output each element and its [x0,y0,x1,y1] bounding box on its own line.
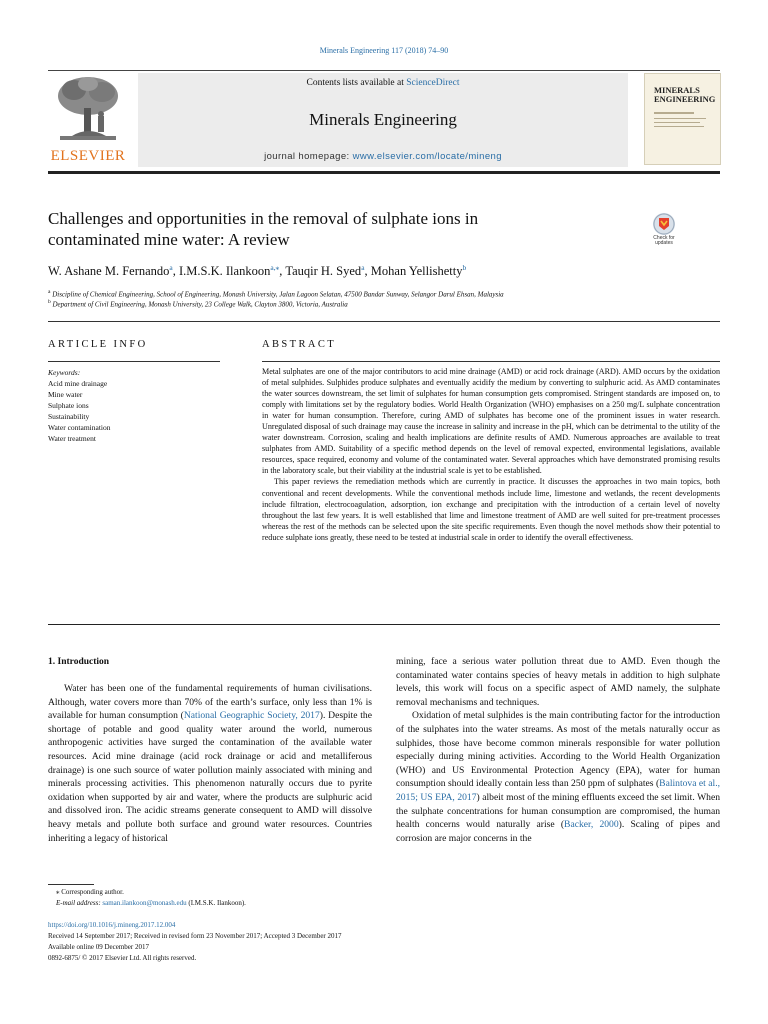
body-rule [48,624,720,625]
author-affil-sup[interactable]: a [361,263,365,272]
abstract-paragraph: This paper reviews the remediation methods which are currently in practice. It discusses the approaches in two main topics, both conventional and recent developments. While the conventional methods include lime, limestone and wetlands, the recent developments include filtration, electrocoagulation, adsorption, ion exchange and precipitation with the introduction of a certain level of novelty throughout the last few years. It is well established that lime and limestone treatment of AMD are well suited for pre-treatment processes whereas the rest of the methods can be selected upon the site specific requirements. Even though the novel methods show their potential to reduce sulphate ions greatly, these need to be tested at industrial scale in order to identify the overall effectiveness. [262,477,720,542]
doi-link[interactable]: https://doi.org/10.1016/j.mineng.2017.12.004 [48,921,176,929]
introduction-heading: 1. Introduction [48,657,110,667]
author-separator: , [279,264,286,279]
author-name: W. Ashane M. Fernando [48,264,170,279]
received-dates: Received 14 September 2017; Received in revised form 23 November 2017; Accepted 3 December 2017 [48,932,342,940]
check-updates-label [647,236,681,246]
contents-prefix: Contents lists available at [306,78,407,88]
corresponding-author-note: ⁎ Corresponding author. [56,888,124,896]
body-column-right [396,655,720,845]
affiliation-b [48,299,728,308]
footnote-rule [48,884,94,885]
keywords-label: Keywords: [48,368,81,377]
reference-link[interactable]: National Geographic Society, 2017 [183,710,320,722]
author-name: Tauqir H. Syed [285,264,362,279]
section-rule [48,321,720,322]
abstract-rule [262,361,720,362]
keyword-item: Mine water [48,390,83,399]
contents-lists-line [138,78,628,88]
keyword-item: Sustainability [48,412,90,421]
body-paragraph [396,709,720,845]
homepage-prefix: journal homepage: [264,151,353,162]
email-label: E-mail address: [56,899,103,907]
abstract-heading: ABSTRACT [262,339,337,350]
author-separator: , [172,264,179,279]
sciencedirect-link[interactable]: ScienceDirect [406,78,460,88]
badge-line-2: updates [655,240,673,246]
journal-name: Minerals Engineering [309,110,457,129]
email-link[interactable]: saman.ilankoon@monash.edu [102,899,187,907]
check-updates-icon [653,213,675,235]
cover-title-line-2: ENGINEERING [654,94,716,104]
author-separator: , [364,264,371,279]
journal-citation[interactable]: Minerals Engineering 117 (2018) 74–90 [319,46,449,55]
affiliation-text: Department of Civil Engineering, Monash University, 23 College Walk, Clayton 3800, Victoria, Australia [52,300,348,309]
author-affil-sup[interactable]: b [462,263,467,272]
keyword-item: Water contamination [48,423,111,432]
body-paragraph: mining, face a serious water pollution threat due to AMD. Even though the contaminated water contains species of heavy metals in addition to high sulphate levels, this work will focus on a specific aspect of AMD namely, the sulphate removal mechanisms and techniques. [396,656,720,708]
journal-cover-thumbnail[interactable] [644,73,721,165]
header-bottom-rule [48,171,720,174]
check-for-updates-badge[interactable] [647,213,681,249]
affiliation-sup: b [48,299,51,305]
affiliation-a [48,289,728,298]
keyword-item: Sulphate ions [48,401,89,410]
affiliation-sup: a [48,289,51,295]
body-text: Oxidation of metal sulphides is the main contributing factor for the introduction of the sulphates into the water streams. As most of the metals naturally occur as sulphides, those have become common minerals responsible for water pollution especially during mining activities. According to the World Health Organization (WHO) and US Environmental Protection Agency (EPA), water for human consumption should ideally contain less than 250 ppm of sulphates ( [396,710,720,790]
cover-decor-line [654,122,700,123]
copyright-notice: 0892-6875/ © 2017 Elsevier Ltd. All rights reserved. [48,954,197,962]
reference-link[interactable]: Backer, 2000 [564,819,619,831]
title-line-1: Challenges and opportunities in the removal of sulphate ions in [48,209,479,228]
author-name: Mohan Yellishetty [370,264,463,279]
header-top-rule [48,70,720,71]
abstract-body [262,366,720,543]
reference-link[interactable]: Balintova et al., 2015; US EPA, 2017 [396,778,721,803]
badge-line-1: Check for [653,235,675,241]
keyword-item: Acid mine drainage [48,379,108,388]
article-info-heading: ARTICLE INFO [48,339,148,350]
body-text: Water has been one of the fundamental requirements of human civilisations. Although, water covers more than 70% of the earth’s surface, only less than 1% is available for human consumption ( [48,683,372,722]
abstract-paragraph: Metal sulphates are one of the major contributors to acid mine drainage (AMD) or acid rock drainage (ARD). AMD occurs by the oxidation of metal sulphides. Sulphides produce sulphates and eventually acidify the medium by converting to sulphuric acid. As AMD contaminates the water sources downstream, the set limit of sulphates for human consumption gets compromised. Stringent standards are imposed on, to comply with limitations set by the regulatory bodies. World Health Organization (WHO) emphasises on a 250 mg/L sulphate concentration in water for human consumption. Therefore, curing AMD of sulphates has become one of the prominent issues in water research. Unregulated disposal of such drainage may cause the increase in salinity and increase in the pH, which can be detrimental to the utility of the water downstream. Corrosion, scaling and health implications are definite results of AMD. Numerous approaches are available to treat sulphates from AMD. Suitability of a specific method depends on the level of removal expected, environmental legislations, available resources, space required, economy and volume of the contaminated water. Several approaches which have demonstrated promising results in the laboratory scale, but their viability at the industrial scale is yet to be established. [262,367,720,476]
author-affil-sup[interactable]: a,⁎ [270,263,280,272]
body-column-left [48,682,372,845]
title-line-2: contaminated mine water: A review [48,230,290,249]
email-note [56,899,246,907]
keyword-item: Water treatment [48,434,96,443]
author-name: I.M.S.K. Ilankoon [179,264,271,279]
homepage-link[interactable]: www.elsevier.com/locate/mineng [352,151,502,162]
author-list [48,263,728,279]
elsevier-wordmark: ELSEVIER [50,148,126,164]
article-info-rule [48,361,220,362]
elsevier-logo[interactable] [48,74,128,166]
author-affil-sup[interactable]: a [169,263,173,272]
cover-title-line-1: MINERALS [654,85,700,95]
elsevier-tree-icon [54,74,122,144]
affiliation-text: Discipline of Chemical Engineering, School of Engineering, Monash University, Jalan Lagoon Selatan, 47500 Bandar Sunway, Selangor Darul Ehsan, Malaysia [52,290,504,299]
cover-title [654,86,715,104]
cover-decor-line [654,126,704,127]
body-paragraph [48,682,372,845]
email-owner: (I.M.S.K. Ilankoon). [186,899,246,907]
body-text: ). Despite the shortage of potable and good quality water around the world, numerous anthropogenic activities have surged the contamination of the available water resources. Acid mine drainage (acid rock drainage or acid and metalliferous drainage) is one such source of water pollution mainly associated with mining and minerals processing activities. This phenomenon naturally occurs due to pyrite oxidation when supported by air and water, where the products are sulphuric acid and dissolved iron. The acidic streams generate consequent to AMD will dissolve heavy metals and pollute both surface and ground water resources. Countries inheriting a legacy of historical [48,710,372,844]
cover-decor-line [654,112,694,114]
available-online: Available online 09 December 2017 [48,943,149,951]
article-title [48,208,608,250]
body-text: ). Scaling of pipes and corrosion are major concerns in the [396,819,720,844]
journal-homepage-line [138,151,628,162]
body-text: ) albeit most of the mining effluents exceed the set limit. When the sulphate concentrations for human consumption are compromised, the human health concerns would naturally arise ( [396,791,720,831]
cover-decor-line [654,118,706,119]
